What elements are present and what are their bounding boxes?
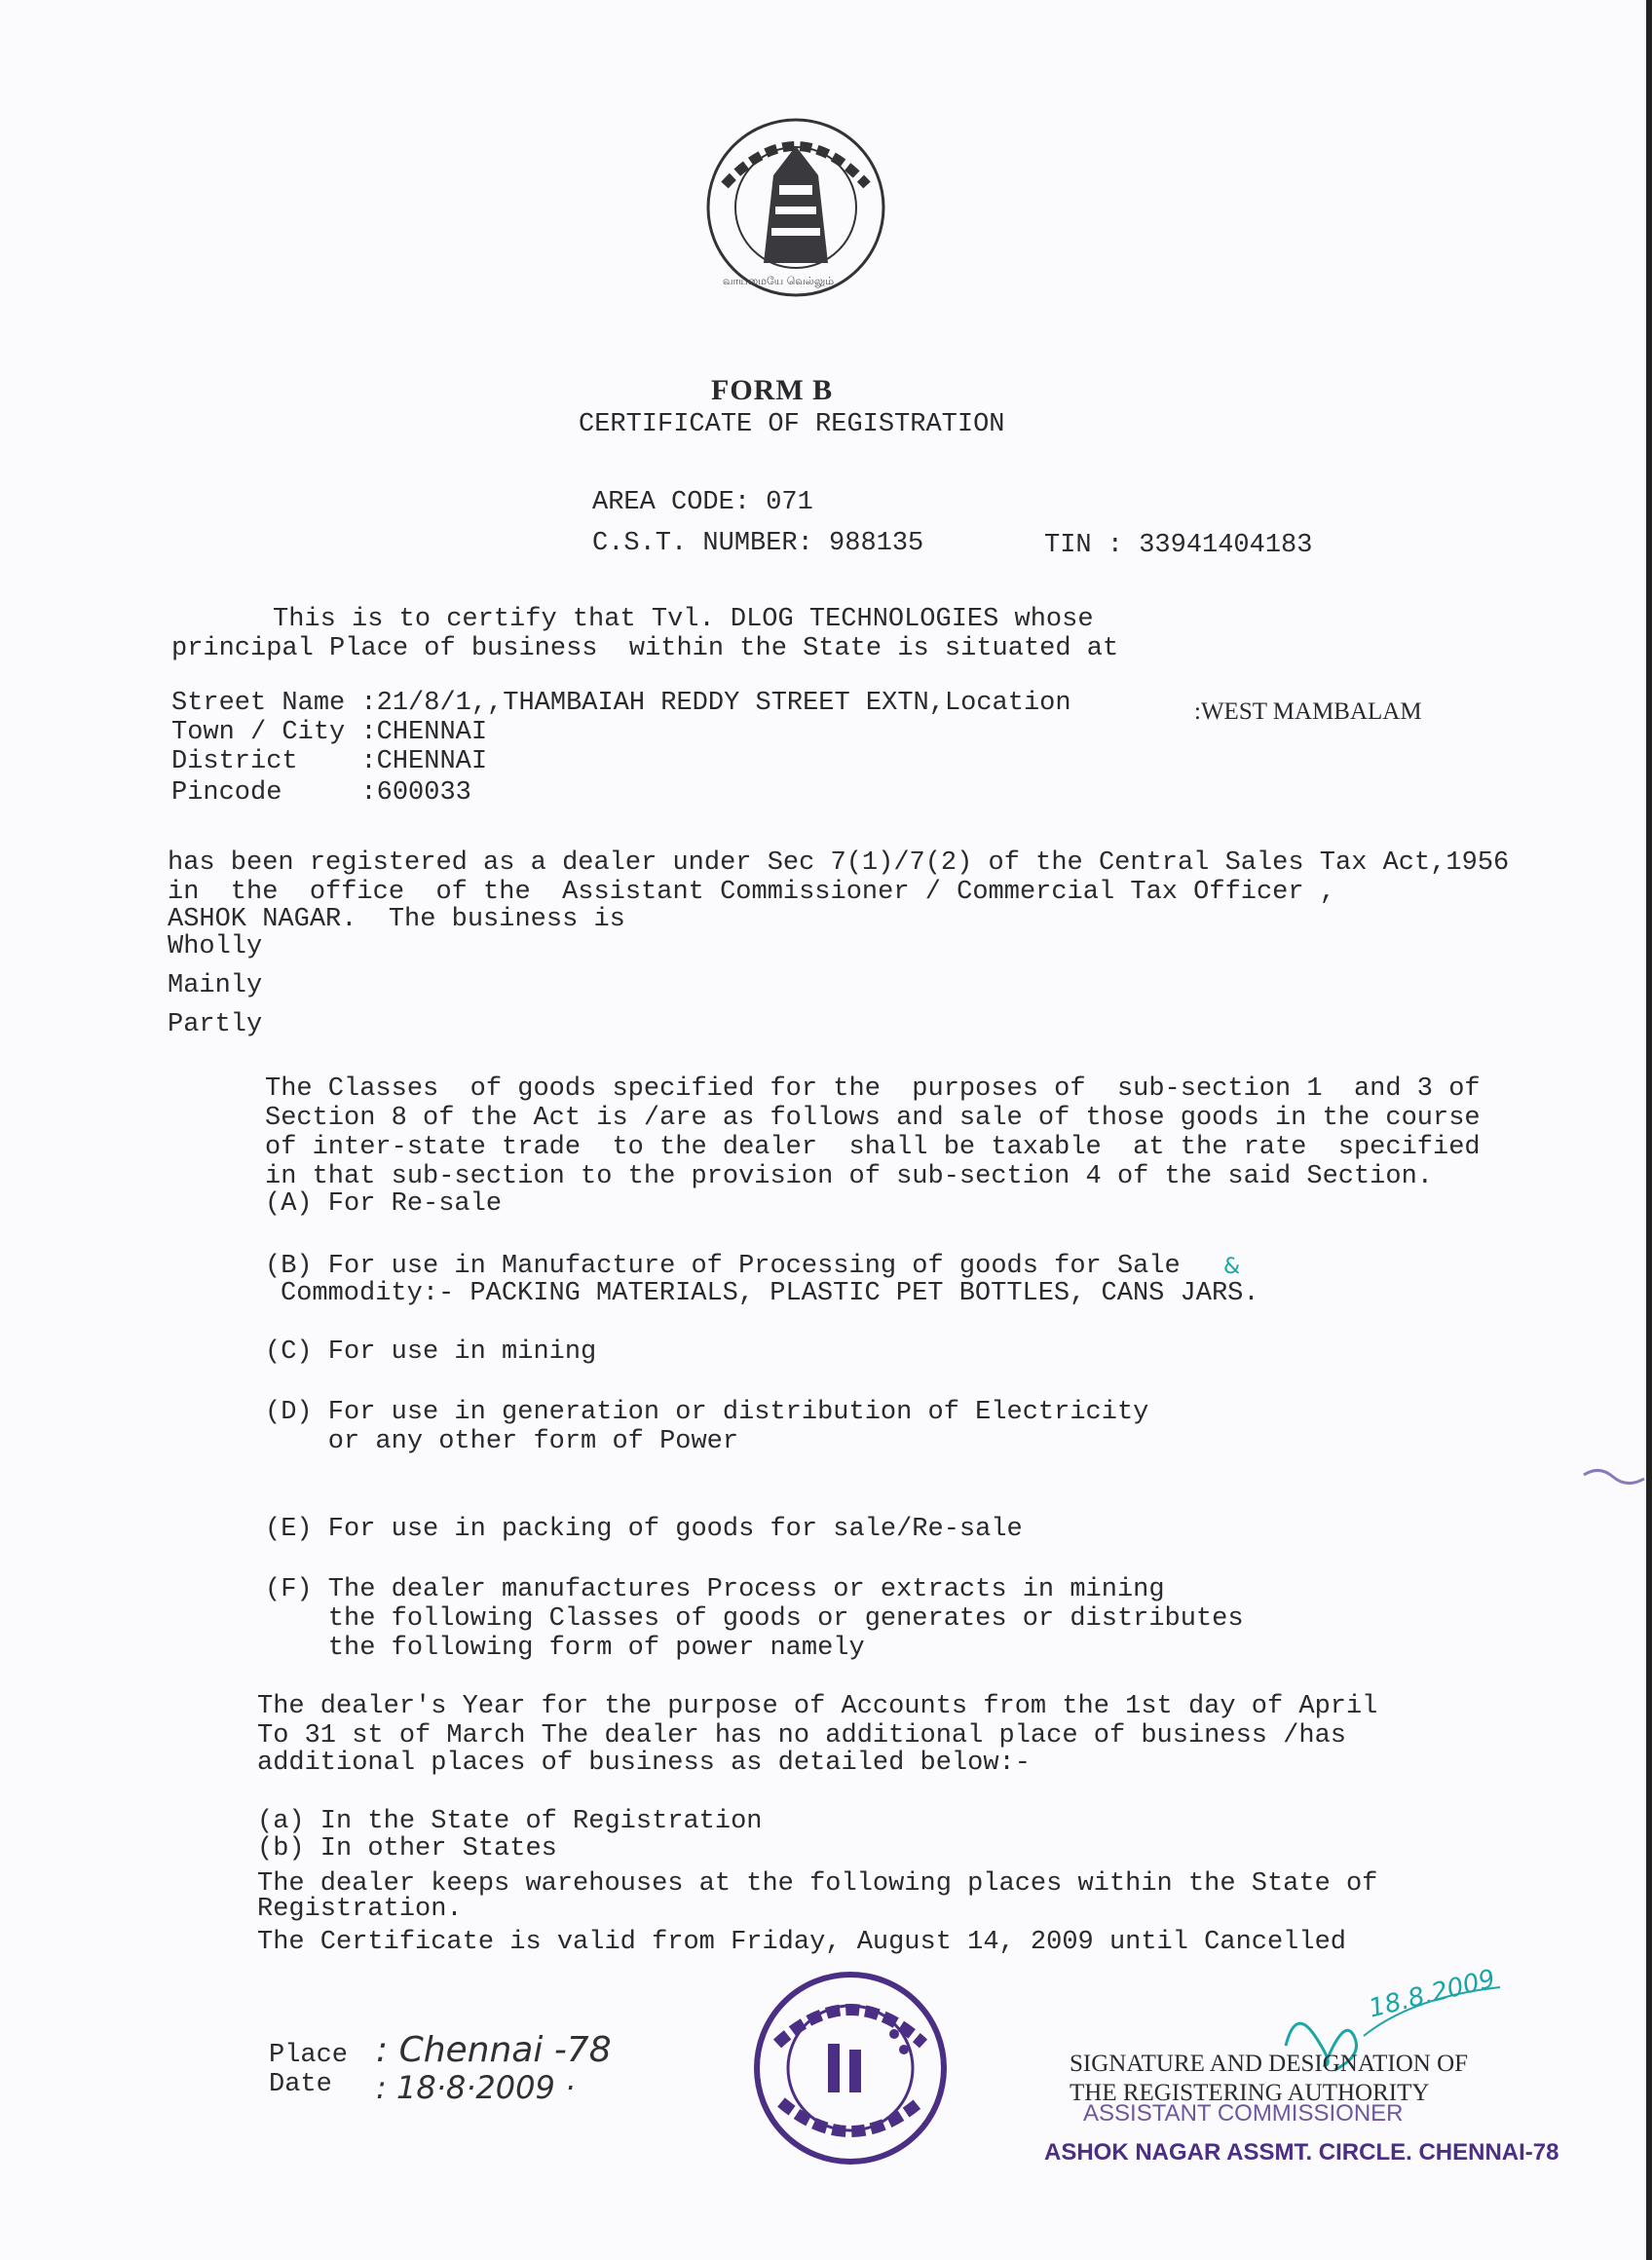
warehouse-line-1: The dealer keeps warehouses at the following places within the State of [257, 1869, 1378, 1899]
classes-line-3: of inter-state trade to the dealer shall be taxable at the rate specified [265, 1133, 1481, 1162]
business-partly: Partly [168, 1010, 263, 1039]
additional-place-a: (a) In the State of Registration [257, 1807, 763, 1836]
certificate-subtitle: CERTIFICATE OF REGISTRATION [579, 410, 1005, 439]
class-f-line-3: the following form of power namely [265, 1634, 865, 1663]
form-title: FORM B [711, 374, 834, 406]
location: :WEST MAMBALAM [1194, 698, 1422, 725]
class-f-line-1: (F) The dealer manufactures Process or extracts in mining [265, 1575, 1165, 1604]
additional-place-b: (b) In other States [257, 1834, 557, 1864]
classes-line-1: The Classes of goods specified for the purposes of sub-section 1 and 3 of [265, 1074, 1481, 1104]
registration-line-3: ASHOK NAGAR. The business is [168, 905, 625, 934]
accounts-line-1: The dealer's Year for the purpose of Accounts from the 1st day of April [257, 1692, 1378, 1721]
class-c: (C) For use in mining [265, 1337, 597, 1367]
commodity: Commodity:- PACKING MATERIALS, PLASTIC PET BOTTLES, CANS JARS. [281, 1279, 1259, 1308]
tin-number: TIN : 33941404183 [1044, 531, 1313, 560]
date-value: : 18·8·2009 · [376, 2069, 576, 2106]
class-d-line-1: (D) For use in generation or distribution of Electricity [265, 1398, 1149, 1427]
state-emblem-seal [705, 117, 886, 298]
class-e: (E) For use in packing of goods for sale/Re-sale [265, 1515, 1023, 1544]
validity-statement: The Certificate is valid from Friday, August 14, 2009 until Cancelled [257, 1928, 1346, 1957]
office-address-stamp: ASHOK NAGAR ASSMT. CIRCLE. CHENNAI-78 [1044, 2139, 1559, 2166]
business-mainly: Mainly [168, 971, 263, 1000]
scan-edge [1646, 0, 1652, 2260]
area-code: AREA CODE: 071 [592, 488, 813, 517]
classes-line-2: Section 8 of the Act is /are as follows and sale of those goods in the course [265, 1104, 1481, 1133]
intro-line-2: principal Place of business within the State is situated at [171, 634, 1119, 663]
class-b: (B) For use in Manufacture of Processing of goods for Sale [265, 1252, 1181, 1281]
class-a: (A) For Re-sale [265, 1189, 503, 1219]
signature-designation-line-2: THE REGISTERING AUTHORITY [1070, 2080, 1430, 2106]
registration-line-1: has been registered as a dealer under Sec 7(1)/7(2) of the Central Sales Tax Act,1956 [168, 848, 1510, 878]
place-value: : Chennai -78 [376, 2030, 612, 2070]
warehouse-line-2: Registration. [257, 1895, 463, 1924]
street-name: Street Name :21/8/1,,THAMBAIAH REDDY STREET EXTN,Location [171, 689, 1071, 718]
intro-line-1: This is to certify that Tvl. DLOG TECHNOLOGIES whose [273, 605, 1094, 634]
office-round-stamp [748, 1966, 953, 2170]
accounts-line-2: To 31 st of March The dealer has no additional place of business /has [257, 1721, 1346, 1751]
town-city: Town / City :CHENNAI [171, 718, 488, 747]
handwritten-ampersand: & [1223, 1255, 1241, 1279]
class-d-line-2: or any other form of Power [265, 1427, 739, 1456]
emblem-motto: வாய்மையே வெல்லும் [723, 275, 835, 287]
accounts-line-3: additional places of business as detailed below:- [257, 1749, 1031, 1778]
date-label: Date [269, 2070, 332, 2099]
place-label: Place [269, 2041, 349, 2070]
signature-handwritten-date: 18.8.2009 [1366, 1964, 1498, 2024]
district: District :CHENNAI [171, 747, 488, 776]
business-wholly: Wholly [168, 932, 263, 961]
pincode: Pincode :600033 [171, 778, 471, 808]
classes-line-4: in that sub-section to the provision of sub-section 4 of the said Section. [265, 1162, 1433, 1191]
registration-line-2: in the office of the Assistant Commissioner / Commercial Tax Officer , [168, 878, 1335, 907]
signature-designation-line-1: SIGNATURE AND DESIGNATION OF [1070, 2051, 1469, 2077]
designation-stamp: ASSISTANT COMMISSIONER [1083, 2100, 1404, 2127]
cst-number: C.S.T. NUMBER: 988135 [592, 529, 924, 558]
class-f-line-2: the following Classes of goods or generates or distributes [265, 1604, 1244, 1634]
margin-pen-mark [1580, 1461, 1648, 1490]
